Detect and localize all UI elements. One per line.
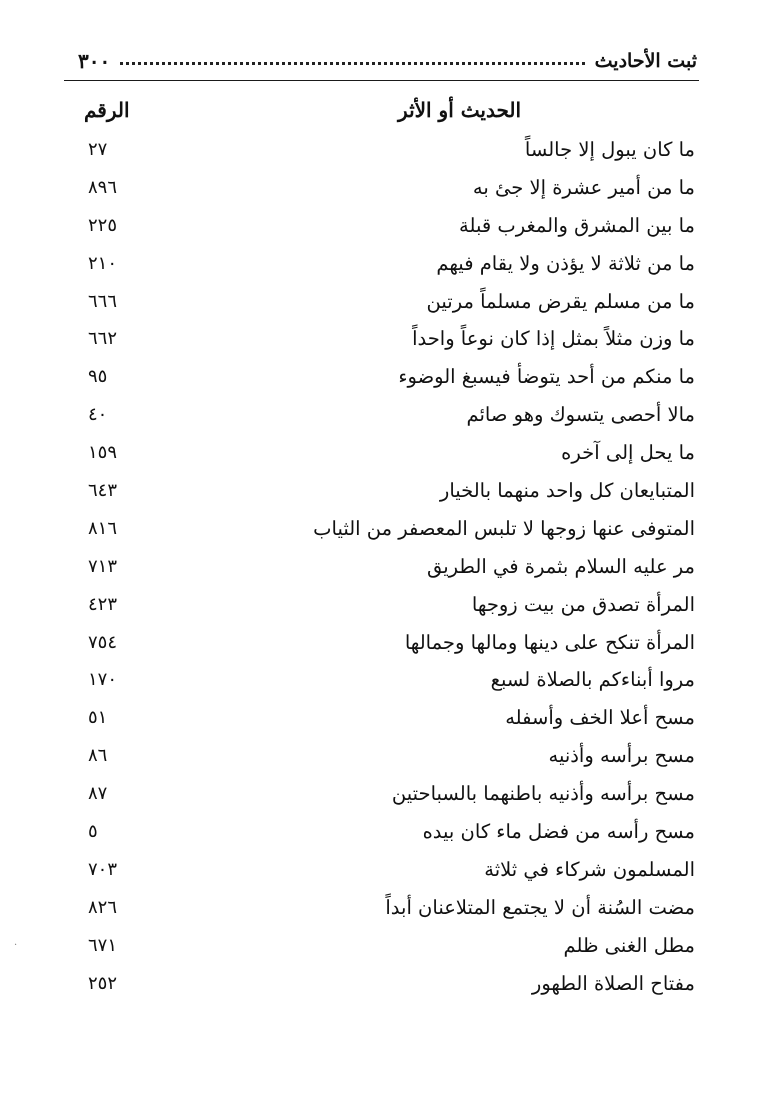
hadith-number: ٢٥٢ — [88, 972, 118, 994]
index-row — [0, 855, 763, 893]
index-row — [0, 741, 763, 779]
hadith-number: ٢٢٥ — [88, 214, 118, 236]
hadith-number: ٧٠٣ — [88, 858, 118, 880]
hadith-text: مالا أحصى يتسوك وهو صائم — [466, 403, 695, 427]
margin-mark: · — [14, 940, 18, 951]
index-row — [0, 514, 763, 552]
hadith-text: المتبايعان كل واحد منهما بالخيار — [439, 479, 695, 503]
hadith-text: المرأة تصدق من بيت زوجها — [471, 592, 695, 616]
hadith-number: ٦٧١ — [88, 934, 118, 956]
hadith-number: ٦٦٦ — [88, 290, 118, 312]
running-title: ثبت الأحاديث — [594, 50, 697, 72]
header-rule — [64, 80, 699, 81]
hadith-text: ما من أمير عشرة إلا جئ به — [472, 175, 695, 199]
hadith-number: ٤٢٣ — [88, 593, 118, 615]
index-row — [0, 249, 763, 287]
hadith-text: ما كان يبول إلا جالساً — [524, 138, 695, 161]
hadith-number: ١٥٩ — [88, 442, 118, 464]
hadith-number: ٦٦٢ — [88, 328, 118, 350]
hadith-number: ٩٥ — [88, 366, 108, 388]
index-row — [0, 665, 763, 703]
index-row — [0, 476, 763, 514]
hadith-text: المرأة تنكح على دينها ومالها وجمالها — [404, 630, 695, 654]
index-row — [0, 438, 763, 476]
hadith-number: ٧١٣ — [88, 555, 118, 577]
hadith-number: ٨٩٦ — [88, 176, 118, 198]
hadith-text: مسح برأسه وأذنيه باطنهما بالسباحتين — [391, 782, 695, 806]
hadith-text: مسح برأسه وأذنيه — [548, 744, 695, 768]
index-row — [0, 931, 763, 969]
hadith-text: ما وزن مثلاً بمثل إذا كان نوعاً واحداً — [412, 327, 695, 351]
hadith-text: ما من مسلم يقرض مسلماً مرتين — [426, 289, 695, 313]
hadith-number: ٨٧ — [88, 783, 108, 805]
hadith-number: ٤٠ — [88, 404, 108, 426]
hadith-number: ٧٥٤ — [88, 631, 118, 653]
hadith-text: ما بين المشرق والمغرب قبلة — [459, 213, 695, 237]
index-row — [0, 703, 763, 741]
hadith-number: ٦٤٣ — [88, 480, 118, 502]
index-row — [0, 287, 763, 325]
column-heading-hadith: الحديث أو الأثر — [398, 98, 521, 122]
index-row — [0, 173, 763, 211]
index-row — [0, 969, 763, 1007]
index-row — [0, 135, 763, 173]
hadith-text: مسح رأسه من فضل ماء كان بيده — [422, 820, 695, 844]
index-row — [0, 552, 763, 590]
hadith-number: ٨٦ — [88, 745, 108, 767]
hadith-text: مر عليه السلام بثمرة في الطريق — [426, 554, 695, 578]
dot-leader — [120, 50, 584, 65]
hadith-text: مسح أعلا الخف وأسفله — [505, 706, 695, 730]
page-number: ٣٠٠ — [78, 49, 111, 73]
hadith-text: مطل الغنى ظلم — [563, 933, 695, 957]
index-row — [0, 893, 763, 931]
index-row — [0, 362, 763, 400]
hadith-number: ٨٢٦ — [88, 896, 118, 918]
hadith-text: مروا أبناءكم بالصلاة لسبع — [490, 668, 695, 692]
hadith-text: المسلمون شركاء في ثلاثة — [484, 857, 695, 881]
hadith-number: ٥ — [88, 821, 98, 843]
hadith-text: ما يحل إلى آخره — [561, 441, 695, 465]
index-row — [0, 817, 763, 855]
column-heading-number: الرقم — [84, 98, 130, 122]
hadith-number: ١٧٠ — [88, 669, 118, 691]
index-row — [0, 400, 763, 438]
hadith-text: المتوفى عنها زوجها لا تلبس المعصفر من الثياب — [313, 516, 695, 540]
index-row — [0, 628, 763, 666]
hadith-number: ٢٧ — [88, 139, 108, 160]
running-header — [78, 46, 697, 76]
hadith-number: ٢١٠ — [88, 252, 118, 274]
hadith-text: ما من ثلاثة لا يؤذن ولا يقام فيهم — [436, 251, 695, 275]
hadith-text: ما منكم من أحد يتوضأ فيسبغ الوضوء — [398, 365, 695, 389]
hadith-text: مضت السُنة أن لا يجتمع المتلاعنان أبداً — [385, 895, 695, 919]
hadith-text: مفتاح الصلاة الطهور — [531, 971, 695, 995]
index-row — [0, 324, 763, 362]
index-row — [0, 211, 763, 249]
hadith-number: ٥١ — [88, 707, 108, 729]
index-row — [0, 590, 763, 628]
index-row — [0, 779, 763, 817]
hadith-index-list — [0, 135, 763, 1006]
hadith-number: ٨١٦ — [88, 517, 118, 539]
